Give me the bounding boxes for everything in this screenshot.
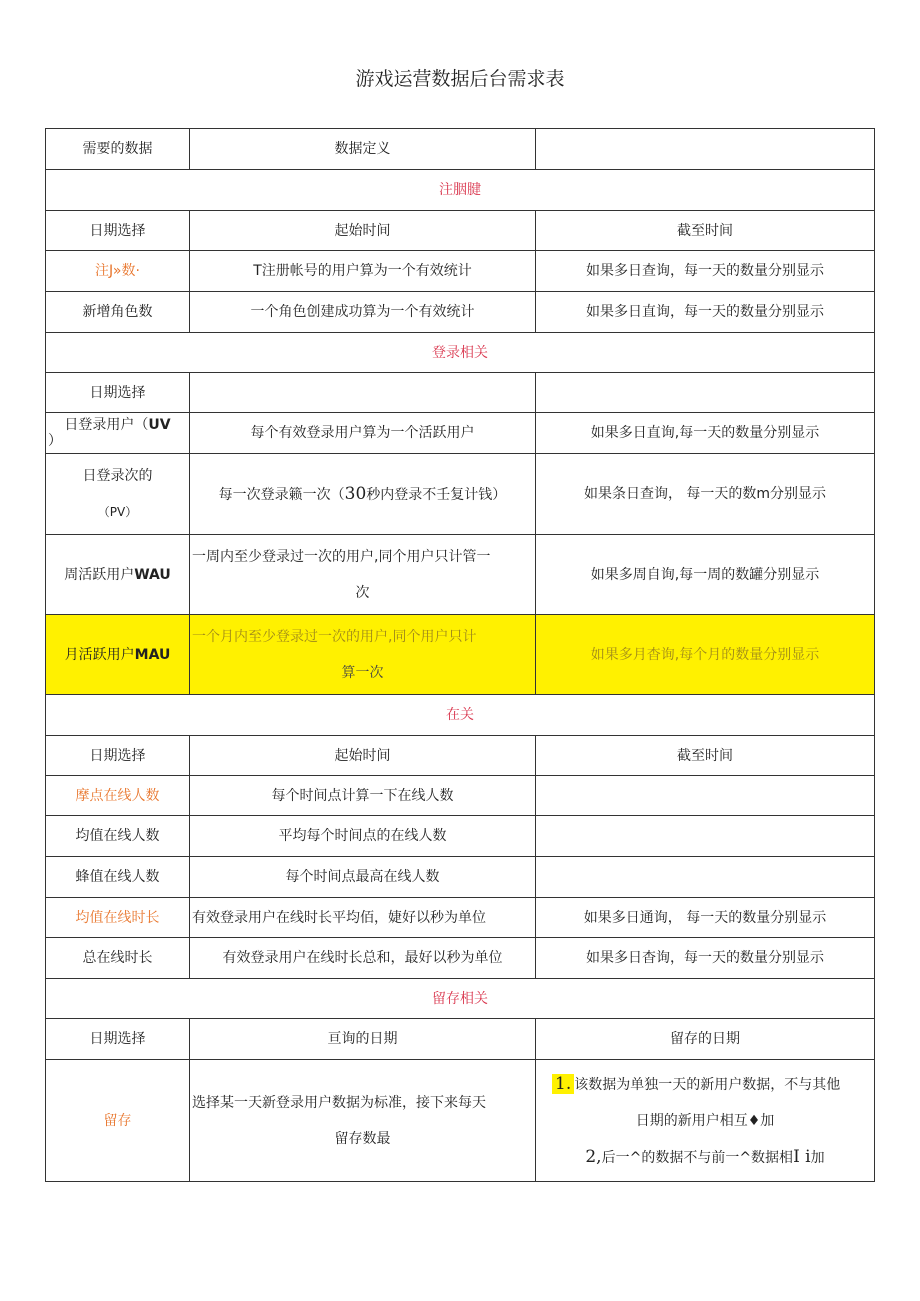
- table-row: [46, 292, 875, 333]
- pv-def-part-a: 每一次登录籁一次（: [218, 486, 345, 503]
- metric-definition-retention: [190, 1060, 536, 1182]
- table-row: [46, 938, 875, 979]
- metric-definition-mau: [190, 615, 536, 695]
- metric-definition: 有效登录用户在线时长总和，最好以秒为单位: [190, 938, 536, 979]
- col-header-row-register: [46, 211, 875, 251]
- col-header-row-login: [46, 373, 875, 413]
- section-title-online: 在关: [46, 695, 875, 736]
- mau-def-line1: 一个月内至少登录过一次的用户,同个用户只计: [192, 628, 477, 645]
- table-row-retention: [46, 1060, 875, 1182]
- table-row: [46, 251, 875, 292]
- pv-def-part-c: 秒内登录不壬复计钱）: [366, 486, 507, 503]
- retention-note-line2: 日期的新用户相互♦加: [635, 1112, 775, 1129]
- wau-def-line1: 一周内至少登录过一次的用户,同个用户只计管一: [192, 548, 491, 565]
- uv-abbr: UV: [148, 417, 171, 433]
- metric-name: 均值在线时长: [46, 898, 190, 938]
- section-row-online: [46, 695, 875, 736]
- metric-note: 如果条日查询， 每一天的数m分别显示: [536, 454, 875, 535]
- col-header-end: 截至时间: [536, 211, 875, 251]
- metric-note: 如果多日通询， 每一天的数量分别显示: [536, 898, 875, 938]
- mau-abbr: MAU: [134, 646, 171, 663]
- metric-name: 新增角色数: [46, 292, 190, 333]
- table-row: [46, 816, 875, 857]
- mau-def-line2: 算一次: [341, 664, 384, 681]
- metric-name-wau: [46, 535, 190, 615]
- metric-note: 如果多周自询,每一周的数罐分别显示: [536, 535, 875, 615]
- metric-note: 如果多日直询，每一天的数量分别显示: [536, 292, 875, 333]
- col-header-date: 日期选择: [46, 736, 190, 776]
- retention-def-line1: 选择某一天新登录用户数据为标准，接下来每天: [192, 1094, 486, 1111]
- col-header-retention-date: 留存的日期: [536, 1019, 875, 1060]
- metric-note: 如果多日杳询，每一天的数量分别显示: [536, 938, 875, 979]
- metric-name-mau: [46, 615, 190, 695]
- table-row: [46, 898, 875, 938]
- section-title-register: 注胭腱: [46, 170, 875, 211]
- table-row: [46, 776, 875, 816]
- col-header-empty: [536, 373, 875, 413]
- header-cell-empty: [536, 129, 875, 170]
- metric-name: 均值在线人数: [46, 816, 190, 857]
- metric-definition-pv: [190, 454, 536, 535]
- mau-label: 月活跃用户: [64, 646, 135, 663]
- requirements-table: [45, 128, 875, 1182]
- metric-definition: 每个时间点计算一下在线人数: [190, 776, 536, 816]
- wau-label: 周活跃用户: [64, 566, 135, 583]
- col-header-start: 起始时间: [190, 736, 536, 776]
- col-header-date: 日期选择: [46, 373, 190, 413]
- retention-note-line1: [536, 1066, 874, 1103]
- note2-number: 2,: [585, 1146, 602, 1167]
- col-header-row-retention: [46, 1019, 875, 1060]
- pv-def-number: 30: [344, 483, 367, 504]
- metric-name: 总在线时长: [46, 938, 190, 979]
- metric-name: 蜂值在线人数: [46, 857, 190, 898]
- col-header-empty: [190, 373, 536, 413]
- metric-definition: 每个有效登录用户算为一个活跃用户: [190, 413, 536, 454]
- metric-name-uv: [46, 413, 190, 454]
- note1-number: 1.: [552, 1074, 574, 1094]
- metric-definition: 每个时间点最高在线人数: [190, 857, 536, 898]
- uv-label: 日登录用户（: [64, 417, 149, 433]
- page-title: 游戏运营数据后台需求表: [355, 68, 565, 90]
- metric-definition-wau: [190, 535, 536, 615]
- wau-def-line2: 次: [355, 584, 370, 601]
- table-row-mau: [46, 615, 875, 695]
- metric-name: 留存: [46, 1060, 190, 1182]
- col-header-date: 日期选择: [46, 211, 190, 251]
- note2-text-c: 加: [810, 1149, 825, 1166]
- header-row: [46, 129, 875, 170]
- section-row-login: [46, 333, 875, 373]
- header-cell-definition: 数据定义: [190, 129, 536, 170]
- uv-paren: ）: [48, 433, 62, 449]
- col-header-start: 起始时间: [190, 211, 536, 251]
- metric-note: [536, 857, 875, 898]
- retention-def-line2: 留存数最: [334, 1130, 391, 1147]
- col-header-end: 截至时间: [536, 736, 875, 776]
- note1-text-a: 该数据为单独一天的新用户数据，不与其他: [574, 1076, 841, 1093]
- section-row-retention: [46, 979, 875, 1019]
- table-row-wau: [46, 535, 875, 615]
- section-title-retention: 留存相关: [46, 979, 875, 1019]
- metric-name: 摩点在线人数: [46, 776, 190, 816]
- table-row: [46, 857, 875, 898]
- metric-note: 如果多日查询，每一天的数量分别显示: [536, 251, 875, 292]
- metric-note-retention: [536, 1060, 875, 1182]
- metric-name-pv: [46, 454, 190, 535]
- section-row-register: [46, 170, 875, 211]
- table-row-uv: [46, 413, 875, 454]
- pv-label: 日登录次的: [82, 468, 153, 484]
- metric-note: 如果多日直询,每一天的数量分别显示: [536, 413, 875, 454]
- col-header-query-date: 亘询的日期: [190, 1019, 536, 1060]
- metric-note: [536, 816, 875, 857]
- metric-name: 注J»数·: [46, 251, 190, 292]
- retention-note-line3: [536, 1139, 874, 1176]
- metric-note: [536, 776, 875, 816]
- table-row-pv: [46, 454, 875, 535]
- metric-definition: 平均每个时间点的在线人数: [190, 816, 536, 857]
- header-cell-data: 需要的数据: [46, 129, 190, 170]
- section-title-login: 登录相关: [46, 333, 875, 373]
- col-header-date: 日期选择: [46, 1019, 190, 1060]
- metric-definition: 有效登录用户在线时长平均佰，婕好以秒为单位: [190, 898, 536, 938]
- metric-note: 如果多月杳询,每个月的数量分别显示: [536, 615, 875, 695]
- pv-abbr: （PV）: [97, 505, 138, 519]
- note2-text-b: I i: [793, 1146, 811, 1167]
- note2-text-a: 后一^的数据不与前一^数据相: [601, 1149, 794, 1166]
- metric-definition: 一个角色创建成功算为一个有效统计: [190, 292, 536, 333]
- wau-abbr: WAU: [134, 566, 171, 583]
- metric-definition: T注册帐号的用户算为一个有效统计: [190, 251, 536, 292]
- col-header-row-online: [46, 736, 875, 776]
